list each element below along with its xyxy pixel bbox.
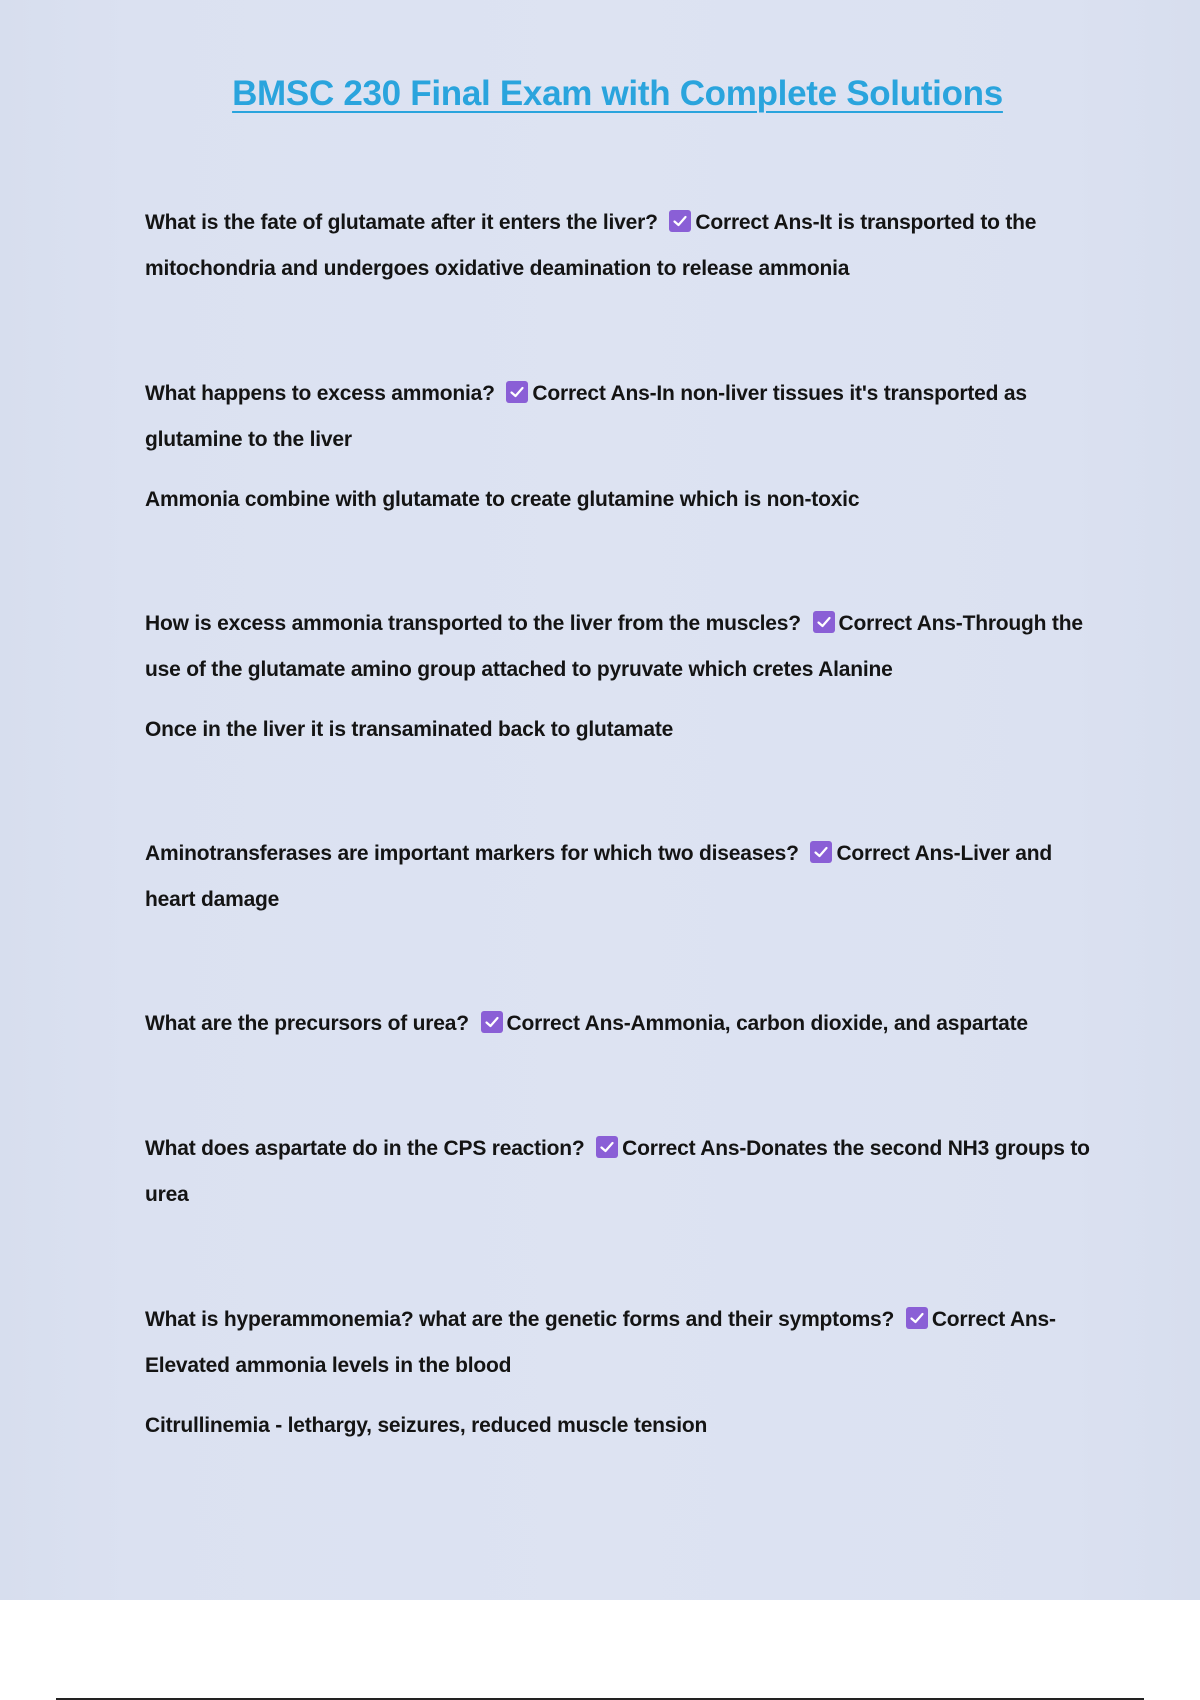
question-text: How is excess ammonia transported to the liver from the muscles? — [145, 612, 801, 635]
checkbox-checked-icon — [810, 841, 832, 863]
question-text: What happens to excess ammonia? — [145, 382, 495, 405]
answer-text: Ammonia, carbon dioxide, and aspartate — [630, 1012, 1028, 1035]
question-text: What is hyperammonemia? what are the genetic forms and their symptoms? — [145, 1308, 895, 1331]
question-text: What does aspartate do in the CPS reaction? — [145, 1137, 585, 1160]
answer-prefix: Correct Ans- — [695, 211, 820, 234]
checkbox-checked-icon — [481, 1011, 503, 1033]
checkbox-checked-icon — [906, 1307, 928, 1329]
question-text: What is the fate of glutamate after it enters the liver? — [145, 211, 658, 234]
answer-text: It is transported to the mitochondria and undergoes oxidative deamination to release ammonia — [145, 211, 1037, 280]
answer-extra: Citrullinemia - lethargy, seizures, reduced muscle tension — [145, 1414, 708, 1437]
answer-prefix: Correct Ans- — [931, 1308, 1056, 1331]
answer-extra: Ammonia combine with glutamate to create glutamine which is non-toxic — [145, 488, 860, 511]
qa-item-5 — [145, 1001, 1095, 1047]
checkbox-checked-icon — [669, 210, 691, 232]
question-text: Aminotransferases are important markers for which two diseases? — [145, 842, 799, 865]
answer-prefix: Correct Ans- — [838, 612, 963, 635]
checkbox-checked-icon — [506, 381, 528, 403]
answer-prefix: Correct Ans- — [836, 842, 961, 865]
answer-text: In non-liver tissues it's transported as glutamine to the liver — [145, 382, 1027, 451]
answer-extra: Once in the liver it is transaminated back to glutamate — [145, 718, 674, 741]
answer-text: Through the use of the glutamate amino group attached to pyruvate which cretes Alanine — [145, 612, 1083, 681]
qa-item-3 — [145, 601, 1095, 753]
qa-item-7 — [145, 1297, 1095, 1449]
answer-text: Liver and heart damage — [145, 842, 1053, 911]
qa-item-2 — [145, 371, 1095, 523]
qa-item-6 — [145, 1126, 1095, 1218]
answer-text: Elevated ammonia levels in the blood — [145, 1354, 512, 1377]
qa-item-1 — [145, 200, 1095, 292]
answer-text: Donates the second NH3 groups to urea — [145, 1137, 1090, 1206]
checkbox-checked-icon — [596, 1136, 618, 1158]
answer-prefix: Correct Ans- — [532, 382, 657, 405]
checkbox-checked-icon — [813, 611, 835, 633]
question-text: What are the precursors of urea? — [145, 1012, 469, 1035]
answer-prefix: Correct Ans- — [622, 1137, 747, 1160]
answer-prefix: Correct Ans- — [506, 1012, 631, 1035]
document-title: BMSC 230 Final Exam with Complete Solutions — [232, 74, 1003, 113]
qa-item-4 — [145, 831, 1095, 923]
